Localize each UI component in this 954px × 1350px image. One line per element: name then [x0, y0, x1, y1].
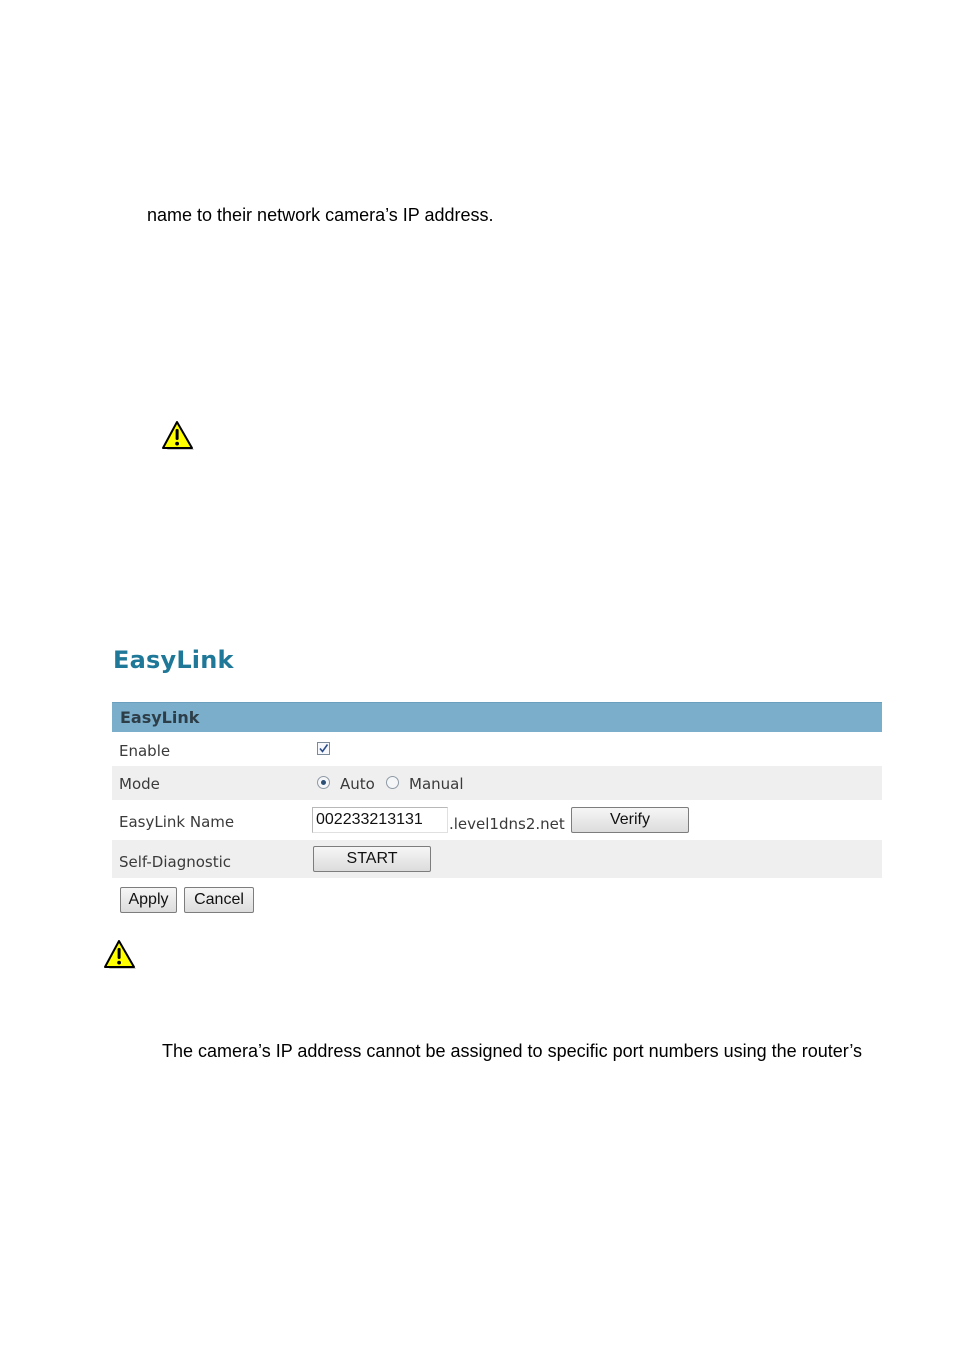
- warning-icon: [161, 420, 195, 452]
- start-diagnostic-button[interactable]: START: [313, 846, 431, 872]
- mode-row: [112, 766, 882, 800]
- panel-header: EasyLink: [112, 702, 882, 732]
- checkmark-icon: [318, 743, 329, 754]
- enable-label: Enable: [119, 742, 171, 760]
- mode-auto-radio[interactable]: [317, 776, 330, 789]
- warning-icon: [103, 939, 137, 971]
- mode-label: Mode: [119, 775, 160, 793]
- radio-selected-dot: [321, 780, 326, 785]
- enable-row: [112, 732, 882, 766]
- mode-auto-label[interactable]: Auto: [340, 775, 375, 793]
- easylink-name-label: EasyLink Name: [119, 813, 235, 831]
- domain-suffix: .level1dns2.net: [449, 815, 565, 833]
- cancel-button[interactable]: Cancel: [184, 887, 254, 913]
- verify-button[interactable]: Verify: [571, 807, 689, 833]
- easylink-name-input[interactable]: [312, 807, 448, 833]
- easylink-name-row: [112, 800, 882, 840]
- page-title: EasyLink: [113, 646, 234, 674]
- easylink-settings-panel: [112, 702, 882, 878]
- mode-manual-label[interactable]: Manual: [409, 775, 464, 793]
- self-diagnostic-row: [112, 840, 882, 878]
- apply-button[interactable]: Apply: [120, 887, 177, 913]
- intro-paragraph: name to their network camera’s IP address.: [147, 205, 494, 225]
- enable-checkbox[interactable]: [317, 742, 330, 755]
- self-diagnostic-label: Self-Diagnostic: [119, 853, 232, 871]
- note-paragraph: The camera’s IP address cannot be assigned to specific port numbers using the router’s: [162, 1041, 863, 1061]
- mode-manual-radio[interactable]: [386, 776, 399, 789]
